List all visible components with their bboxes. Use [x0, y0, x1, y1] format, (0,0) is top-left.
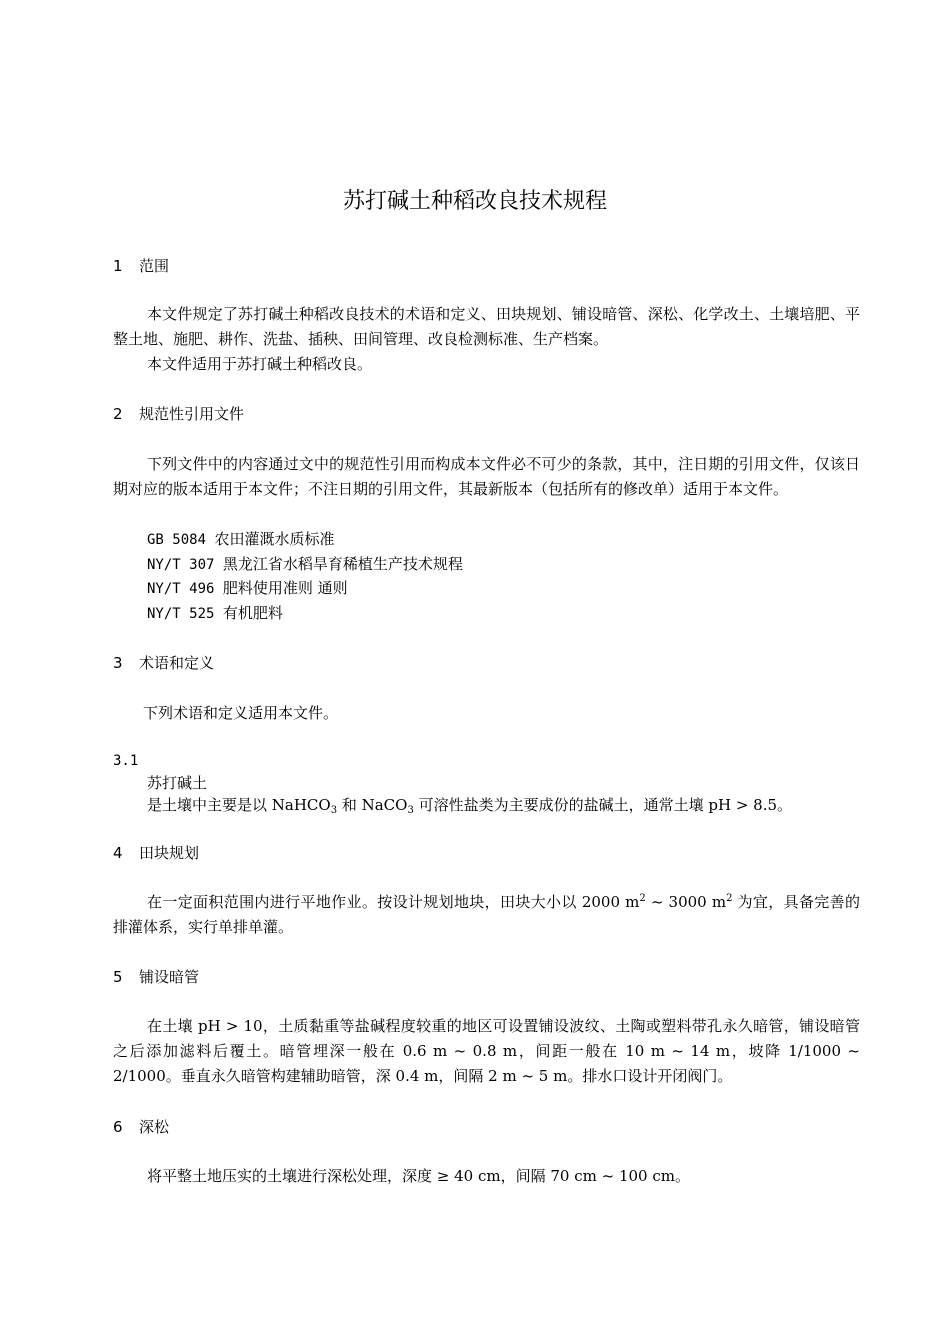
reference-name: 农田灌溉水质标准 — [214, 530, 335, 548]
reference-code: NY/T 525 — [147, 606, 215, 622]
section-2-heading — [113, 404, 244, 424]
section-title: 规范性引用文件 — [139, 405, 245, 423]
term-definition — [147, 794, 792, 816]
definition-text: 和 NaCO — [337, 796, 408, 814]
section-2-paragraph-1: 下列文件中的内容通过文中的规范性引用而构成本文件必不可少的条款，其中，注日期的引用文件，仅该日期对应的版本适用于本文件；不注日期的引用文件，其最新版本（包括所有的修改单）适用于本文件。 — [113, 455, 860, 498]
definition-text: 可溶性盐类为主要成份的盐碱土，通常土壤 pH > 8.5。 — [413, 796, 793, 814]
reference-code: NY/T 496 — [147, 581, 215, 597]
section-3-paragraph-1: 下列术语和定义适用本文件。 — [143, 704, 339, 722]
section-3-heading — [113, 653, 214, 673]
section-4-paragraph-1 — [113, 890, 860, 940]
reference-item — [147, 529, 334, 550]
section-title: 术语和定义 — [139, 654, 215, 672]
paragraph-text: 在一定面积范围内进行平地作业。按设计规划地块，田块大小以 2000 m — [147, 893, 640, 911]
reference-name: 肥料使用准则 通则 — [222, 579, 348, 597]
section-number: 6 — [113, 1118, 123, 1136]
reference-name: 黑龙江省水稻旱育稀植生产技术规程 — [222, 555, 463, 573]
section-number: 5 — [113, 968, 123, 986]
subscript: 3 — [407, 805, 414, 816]
section-number: 4 — [113, 844, 123, 862]
document-title: 苏打碱土种稻改良技术规程 — [342, 189, 607, 214]
term-name: 苏打碱土 — [147, 774, 208, 792]
paragraph-text: 为宜，具备完善的排灌体系，实行单排单灌。 — [113, 893, 861, 936]
section-5-paragraph-1: 在土壤 pH > 10，土质黏重等盐碱程度较重的地区可设置铺设波纹、土陶或塑料带孔永久暗管，铺设暗管之后添加滤料后覆土。暗管埋深一般在 0.6 m ~ 0.8 m，间距一般在 10 m ~ 14 m，坡降 1/1000 ~ 2/1000。垂直永久暗管构建辅助暗管，深 0.4 m，间隔 2 m ~ 5 m。排水口设计开闭阀门。 — [113, 1017, 860, 1085]
section-1-paragraph-1: 本文件规定了苏打碱土种稻改良技术的术语和定义、田块规划、铺设暗管、深松、化学改土、土壤培肥、平整土地、施肥、耕作、洗盐、插秧、田间管理、改良检测标准、生产档案。 — [113, 305, 860, 348]
section-title: 深松 — [139, 1118, 170, 1136]
reference-name: 有机肥料 — [222, 604, 283, 622]
term-number: 3.1 — [113, 753, 139, 769]
section-number: 1 — [113, 257, 123, 275]
reference-item — [147, 603, 283, 624]
section-1-heading — [113, 256, 169, 276]
section-6-heading — [113, 1117, 169, 1137]
section-number: 2 — [113, 405, 123, 423]
superscript: 2 — [639, 893, 646, 904]
section-1-paragraph-2: 本文件适用于苏打碱土种稻改良。 — [147, 355, 373, 373]
section-4-heading — [113, 843, 199, 863]
reference-item — [147, 578, 348, 599]
section-title: 田块规划 — [139, 844, 200, 862]
section-5-heading — [113, 967, 199, 987]
section-title: 铺设暗管 — [139, 968, 200, 986]
section-6-paragraph-1: 将平整土地压实的土壤进行深松处理，深度 ≥ 40 cm，间隔 70 cm ~ 100 cm。 — [147, 1167, 690, 1185]
reference-item — [147, 554, 463, 575]
section-title: 范围 — [139, 257, 170, 275]
paragraph-text: ~ 3000 m — [645, 893, 727, 911]
subscript: 3 — [330, 805, 338, 816]
superscript: 2 — [726, 893, 733, 904]
reference-code: GB 5084 — [147, 532, 207, 548]
reference-code: NY/T 307 — [147, 557, 215, 573]
definition-text: 是土壤中主要是以 NaHCO — [147, 796, 331, 814]
section-number: 3 — [113, 654, 123, 672]
